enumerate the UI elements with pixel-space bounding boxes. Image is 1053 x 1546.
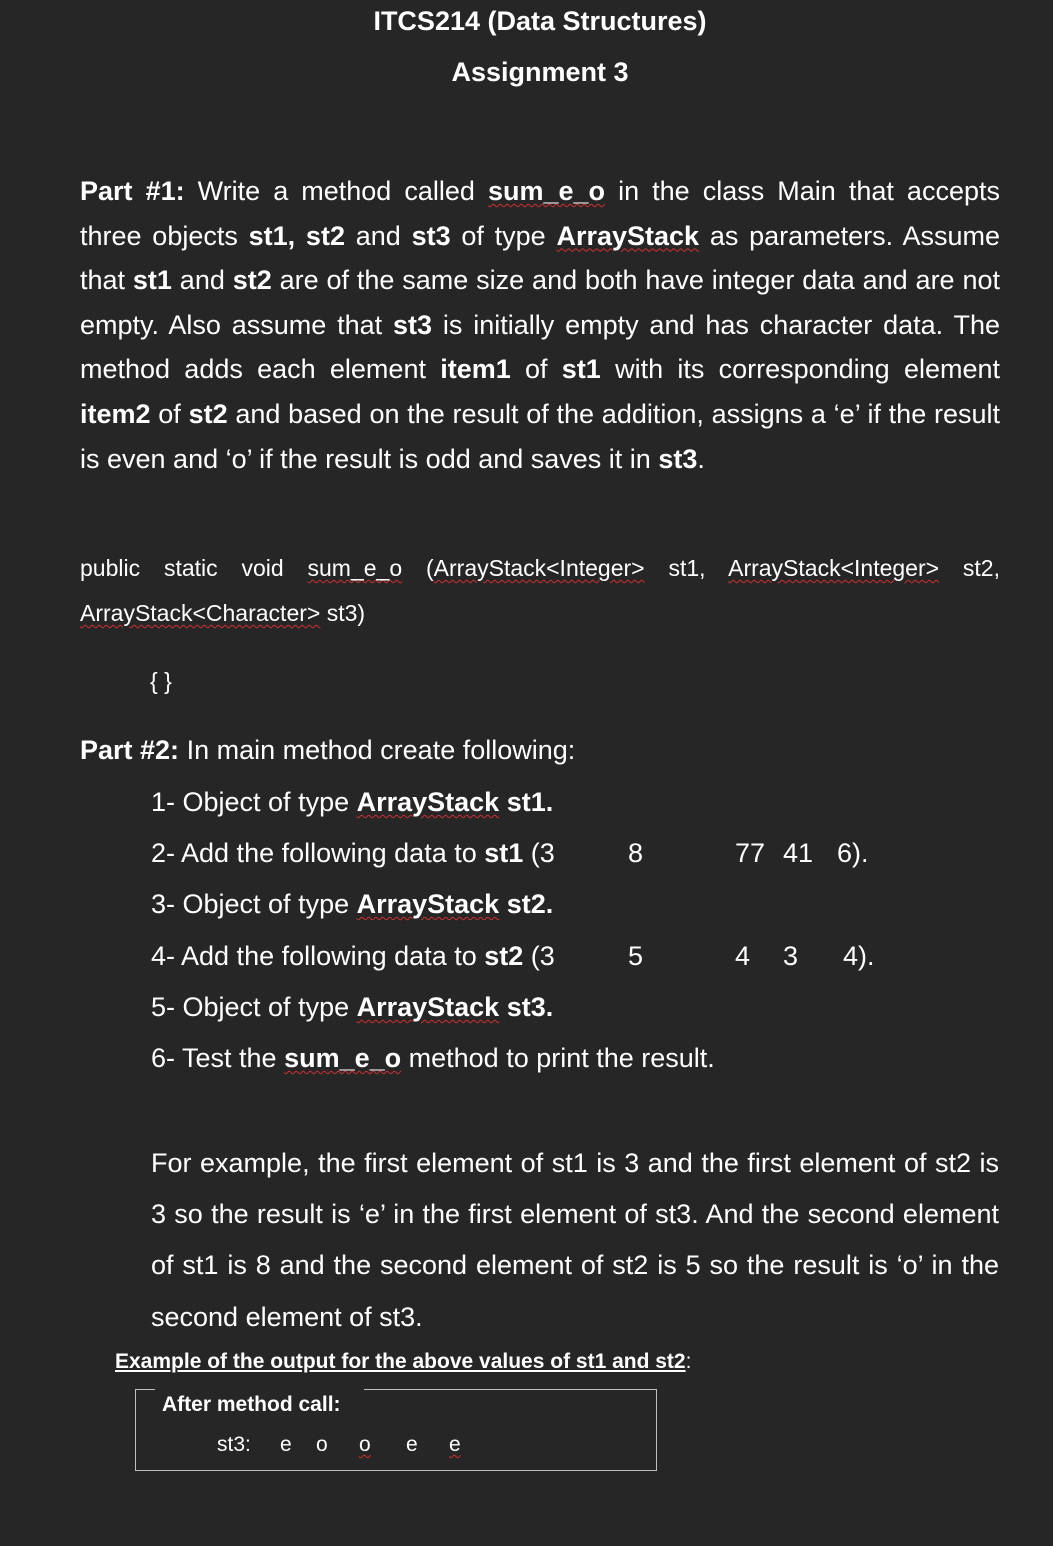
part1-type: ArrayStack (556, 220, 700, 251)
part1-text: with its corresponding element (600, 354, 1001, 385)
signature-text: public static void (80, 555, 308, 581)
part1-paragraph (80, 169, 1000, 481)
part1-st3: st3 (658, 443, 698, 474)
output-value: o (316, 1433, 328, 1456)
part1-st2: st2 (188, 398, 228, 429)
list-item: 3- Object of type ArrayStack st2. (151, 889, 554, 919)
signature-text: st2, (939, 555, 1000, 581)
output-value: e (406, 1433, 418, 1456)
output-st3-label: st3: (217, 1433, 251, 1456)
st2-value: 5 (628, 941, 644, 971)
signature-type: ArrayStack<Integer> (433, 555, 645, 581)
output-heading: After method call: (162, 1393, 341, 1416)
part1-st3: st3 (411, 220, 451, 251)
part1-text: of (510, 354, 562, 385)
st1-value: 41 (783, 838, 814, 868)
part1-text: as parameters. Assume that (80, 220, 1000, 296)
st2-value: 4). (843, 941, 875, 971)
output-value: e (280, 1433, 292, 1456)
part1-text: Write a method called (184, 176, 488, 206)
st1-value: 77 (735, 838, 766, 868)
part2-heading (80, 735, 575, 766)
part2-intro: In main method create following: (179, 735, 576, 765)
method-braces: { } (150, 668, 172, 694)
part1-text: of (150, 398, 189, 429)
part1-text: . (697, 443, 705, 474)
list-item: 1- Object of type ArrayStack st1. (151, 787, 554, 817)
course-title: ITCS214 (Data Structures) (373, 6, 707, 36)
method-signature (80, 546, 1000, 636)
st1-value: 6). (837, 838, 869, 868)
list-item: 4- Add the following data to st2 (3 (151, 941, 555, 971)
part1-item2: item2 (80, 398, 151, 429)
output-box-border (135, 1389, 155, 1390)
example-paragraph: For example, the first element of st1 is 3 and the first element of st2 is 3 so the result is ‘e’ in the first element of st3. And the second element of st1 is 8 and the second element of st2 is 5 so the result is ‘o’ in the second element of st3. (151, 1148, 999, 1332)
part1-text: is initially empty and has character data. The method adds each element (80, 309, 1001, 385)
output-value: o (359, 1433, 371, 1456)
signature-text: st3) (320, 600, 366, 626)
signature-type: ArrayStack<Integer> (728, 555, 940, 581)
part1-st1: st1 (132, 265, 172, 296)
part1-objects: st1, st2 (248, 220, 345, 251)
st2-value: 4 (735, 941, 751, 971)
list-item: 6- Test the sum_e_o method to print the result. (151, 1043, 715, 1073)
part1-text: are of the same size and both have integer data and are not empty. Also assume that (80, 265, 1000, 340)
signature-text: st1, (644, 555, 729, 581)
signature-type: ArrayStack<Character> (80, 600, 321, 626)
list-item: 5- Object of type ArrayStack st3. (151, 992, 554, 1022)
signature-method-name: sum_e_o (307, 555, 403, 581)
part1-text: in the class Main that accepts three objects (80, 176, 1000, 251)
assignment-title: Assignment 3 (451, 57, 629, 87)
part1-st3: st3 (393, 309, 433, 340)
output-value: e (449, 1433, 461, 1456)
part1-method-name: sum_e_o (487, 176, 606, 206)
signature-text: ( (402, 555, 434, 581)
part1-st1: st1 (561, 354, 601, 385)
st2-value: 3 (783, 941, 799, 971)
list-item: 2- Add the following data to st1 (3 (151, 838, 555, 868)
part1-text: and based on the result of the addition, assigns a ‘e’ if the result is even and ‘o’ if the result is odd and saves it in (80, 398, 1000, 474)
st1-value: 8 (628, 838, 644, 868)
output-box-border (364, 1389, 656, 1390)
part1-text: and (171, 265, 233, 296)
part1-text: and (344, 220, 412, 251)
part1-item1: item1 (440, 354, 511, 385)
part1-st2: st2 (232, 265, 272, 296)
output-example-label: Example of the output for the above values of st1 and st2: (115, 1350, 692, 1373)
part2-label: Part #2: (80, 735, 180, 765)
part1-label: Part #1: (80, 176, 185, 206)
part1-text: of type (450, 220, 557, 251)
